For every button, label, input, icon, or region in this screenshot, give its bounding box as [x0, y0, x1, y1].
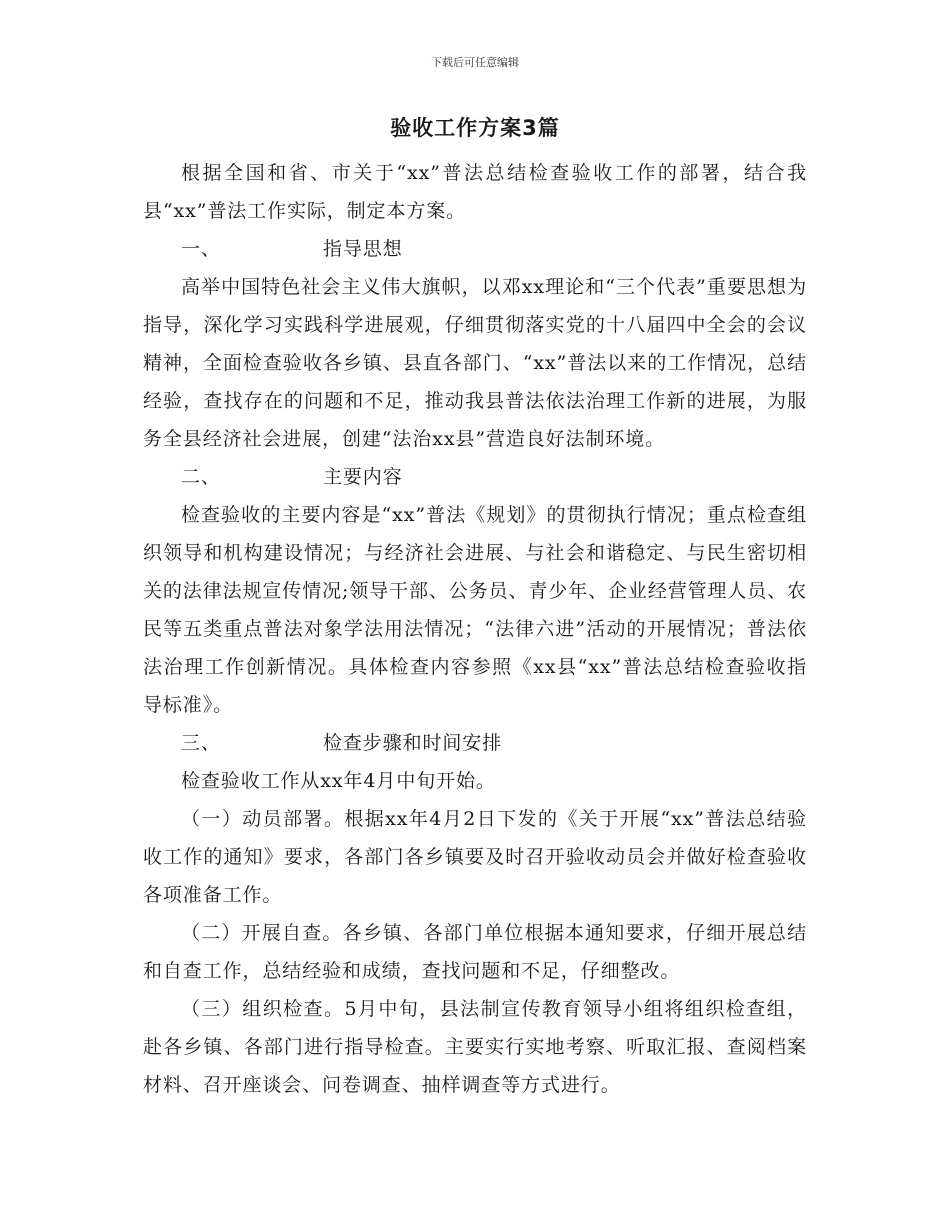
- page-header-note: 下载后可任意编辑: [431, 56, 519, 69]
- section-title: 主要内容: [323, 466, 403, 488]
- section-heading-1: [143, 230, 807, 268]
- section-3-paragraph-4: （三）组织检查。5月中旬，县法制宣传教育领导小组将组织检查组，赴各乡镇、各部门进行指导检查。主要实行实地考察、听取汇报、查阅档案材料、召开座谈会、问卷调查、抽样调查等方式进行。: [143, 998, 807, 1096]
- section-heading-3: [143, 724, 807, 762]
- section-title: 检查步骤和时间安排: [323, 732, 503, 754]
- document-body: [143, 154, 807, 1104]
- intro-paragraph: 根据全国和省、市关于“xx”普法总结检查验收工作的部署，结合我县“xx”普法工作实际，制定本方案。: [143, 162, 807, 222]
- section-heading-2: [143, 458, 807, 496]
- section-number: 一、: [181, 238, 221, 260]
- section-number: 二、: [181, 466, 221, 488]
- section-title: 指导思想: [323, 238, 403, 260]
- section-3-paragraph-2: （一）动员部署。根据xx年4月2日下发的《关于开展“xx”普法总结验收工作的通知》要求，各部门各乡镇要及时召开验收动员会并做好检查验收各项准备工作。: [143, 808, 807, 906]
- section-1-paragraph-1: 高举中国特色社会主义伟大旗帜，以邓xx理论和“三个代表”重要思想为指导，深化学习实践科学进展观，仔细贯彻落实党的十八届四中全会的会议精神，全面检查验收各乡镇、县直各部门、“xx”普法以来的工作情况，总结经验，查找存在的问题和不足，推动我县普法依法治理工作新的进展，为服务全县经济社会进展，创建“法治xx县”营造良好法制环境。: [143, 276, 807, 450]
- section-2-paragraph-1: 检查验收的主要内容是“xx”普法《规划》的贯彻执行情况；重点检查组织领导和机构建设情况；与经济社会进展、与社会和谐稳定、与民生密切相关的法律法规宣传情况;领导干部、公务员、青少年、企业经营管理人员、农民等五类重点普法对象学法用法情况；“法律六进”活动的开展情况；普法依法治理工作创新情况。具体检查内容参照《xx县“xx”普法总结检查验收指导标准》。: [143, 504, 808, 716]
- section-3-paragraph-3: （二）开展自查。各乡镇、各部门单位根据本通知要求，仔细开展总结和自查工作，总结经验和成绩，查找问题和不足，仔细整改。: [143, 922, 807, 982]
- section-number: 三、: [181, 732, 221, 754]
- section-3-paragraph-1: 检查验收工作从xx年4月中旬开始。: [181, 770, 496, 792]
- document-title: 验收工作方案3篇: [390, 116, 560, 140]
